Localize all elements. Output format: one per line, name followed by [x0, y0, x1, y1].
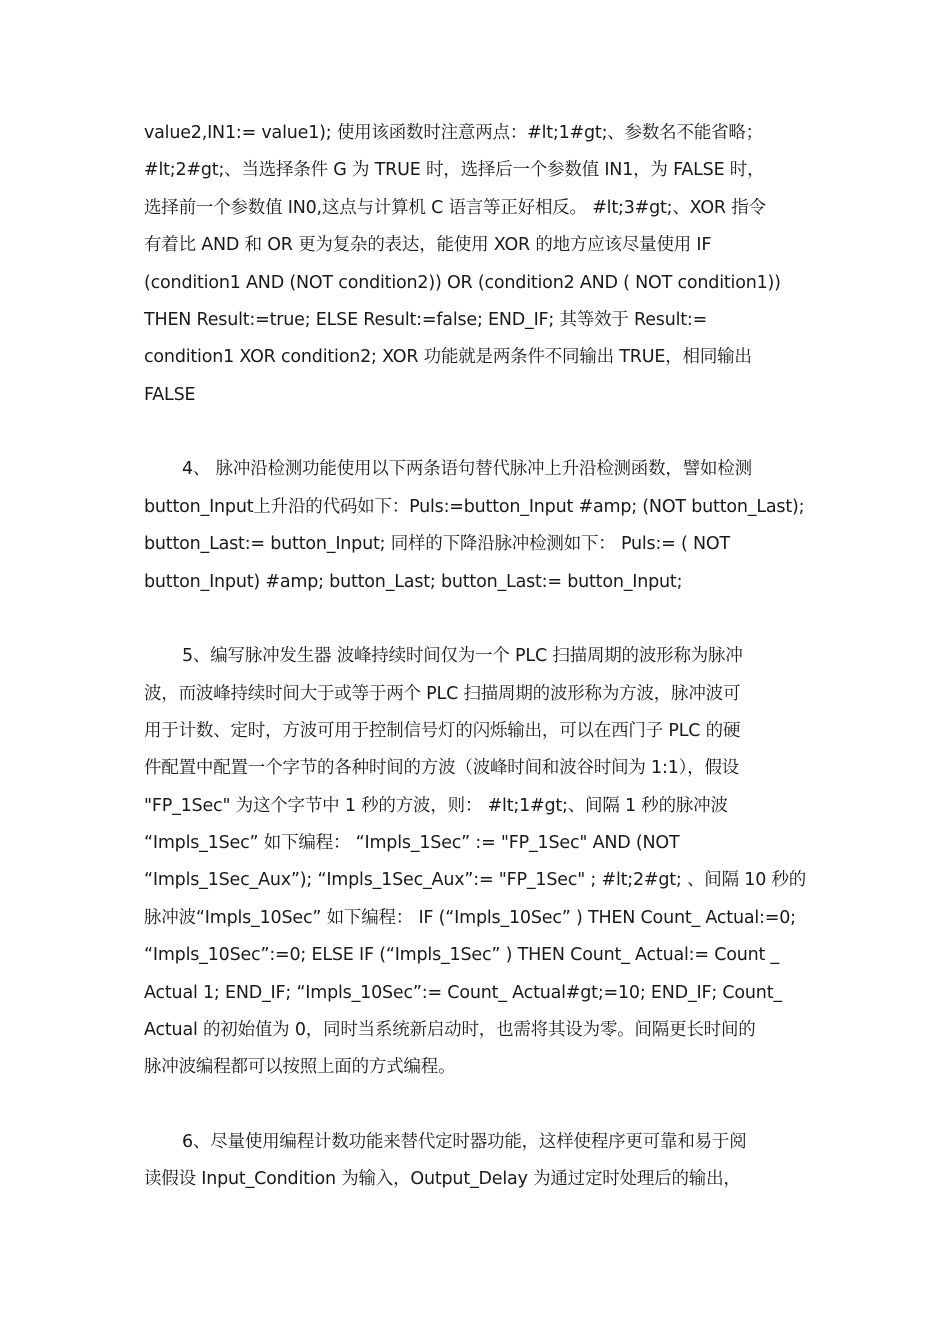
- para3-line-7: condition1 XOR condition2; XOR 功能就是两条件不同输出 TRUE，相同输出: [144, 347, 752, 367]
- para5-line-5: "FP_1Sec" 为这个字节中 1 秒的方波，则： #lt;1#gt;、间隔 1 秒的脉冲波: [144, 796, 728, 816]
- para6-line-2: 读假设 Input_Condition 为输入，Output_Delay 为通过定时处理后的输出，: [144, 1169, 741, 1189]
- para3-line-1: value2,IN1:= value1); 使用该函数时注意两点：#lt;1#gt;、参数名不能省略；: [144, 123, 763, 143]
- para3-line-6: THEN Result:=true; ELSE Result:=false; END_IF; 其等效于 Result:=: [144, 310, 708, 330]
- para5-line-6: “Impls_1Sec” 如下编程： “Impls_1Sec” := "FP_1Sec" AND (NOT: [144, 833, 680, 853]
- para4-line-1: 4、 脉冲沿检测功能使用以下两条语句替代脉冲上升沿检测函数，譬如检测: [182, 459, 752, 479]
- para5-line-3: 用于计数、定时，方波可用于控制信号灯的闪烁输出，可以在西门子 PLC 的硬: [144, 721, 741, 741]
- para3-line-5: (condition1 AND (NOT condition2)) OR (condition2 AND ( NOT condition1)): [144, 273, 781, 293]
- para3-line-2: #lt;2#gt;、当选择条件 G 为 TRUE 时，选择后一个参数值 IN1，为 FALSE 时，: [144, 160, 765, 180]
- para4-line-2: button_Input上升沿的代码如下：Puls:=button_Input #amp; (NOT button_Last);: [144, 497, 805, 517]
- para4-line-3: button_Last:= button_Input; 同样的下降沿脉冲检测如下： Puls:= ( NOT: [144, 534, 730, 554]
- para6-line-1: 6、尽量使用编程计数功能来替代定时器功能，这样使程序更可靠和易于阅: [182, 1132, 747, 1152]
- para3-line-8: FALSE: [144, 385, 196, 405]
- para5-line-9: “Impls_10Sec”:=0; ELSE IF (“Impls_1Sec” ) THEN Count_ Actual:= Count _: [144, 945, 780, 965]
- para3-line-4: 有着比 AND 和 OR 更为复杂的表达，能使用 XOR 的地方应该尽量使用 IF: [144, 235, 712, 255]
- para5-line-2: 波，而波峰持续时间大于或等于两个 PLC 扫描周期的波形称为方波，脉冲波可: [144, 684, 741, 704]
- para5-line-7: “Impls_1Sec_Aux”); “Impls_1Sec_Aux”:= "FP_1Sec" ; #lt;2#gt; 、间隔 10 秒的: [144, 870, 807, 890]
- para5-line-8: 脉冲波“Impls_10Sec” 如下编程： IF (“Impls_10Sec” ) THEN Count_ Actual:=0;: [144, 908, 796, 928]
- para5-line-12: 脉冲波编程都可以按照上面的方式编程。: [144, 1057, 456, 1077]
- para5-line-10: Actual 1; END_IF; “Impls_10Sec”:= Count_ Actual#gt;=10; END_IF; Count_: [144, 983, 782, 1003]
- para4-line-4: button_Input) #amp; button_Last; button_Last:= button_Input;: [144, 572, 683, 592]
- para5-line-1: 5、编写脉冲发生器 波峰持续时间仅为一个 PLC 扫描周期的波形称为脉冲: [182, 646, 743, 666]
- para5-line-11: Actual 的初始值为 0，同时当系统新启动时，也需将其设为零。间隔更长时间的: [144, 1020, 756, 1040]
- para5-line-4: 件配置中配置一个字节的各种时间的方波（波峰时间和波谷时间为 1:1），假设: [144, 758, 740, 778]
- para3-line-3: 选择前一个参数值 IN0,这点与计算机 C 语言等正好相反。 #lt;3#gt;、XOR 指令: [144, 198, 766, 218]
